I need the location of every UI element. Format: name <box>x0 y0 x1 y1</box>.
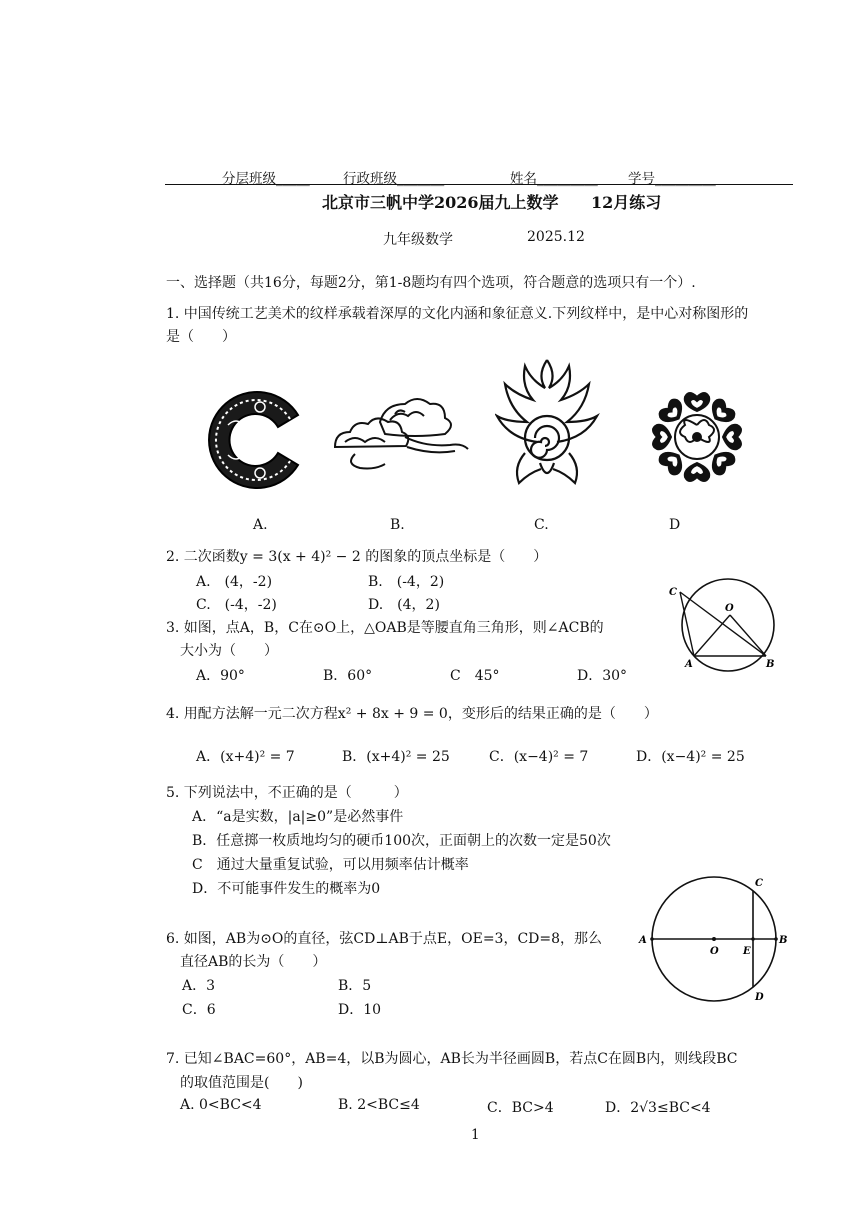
q1-label-a[interactable]: A. <box>253 517 268 533</box>
q3-label-c: C <box>669 587 677 598</box>
q7-stem-line1: 7. 已知∠BAC=60°，AB=4，以B为圆心，AB长为半径画圆B，若点C在圆B内，则线段BC <box>166 1051 738 1067</box>
q6-stem-line2: 直径AB的长为（ ） <box>180 954 327 970</box>
q3-option-d[interactable]: D．30° <box>577 668 628 684</box>
q2-option-b[interactable]: B. (-4，2) <box>368 574 445 590</box>
q6-stem-line1: 6. 如图，AB为⊙O的直径，弦CD⊥AB于点E，OE=3，CD=8，那么 <box>166 931 603 947</box>
q3-label-b: B <box>766 659 775 670</box>
q6-option-d[interactable]: D．10 <box>338 1002 382 1018</box>
q6-option-a[interactable]: A．3 <box>182 978 216 994</box>
subject-label: 九年级数学 <box>383 232 453 248</box>
q1-label-d[interactable]: D <box>669 517 681 533</box>
q2-option-d[interactable]: D. (4，2) <box>368 597 440 613</box>
q3-label-o: O <box>725 603 734 614</box>
q1-label-b[interactable]: B. <box>390 517 405 533</box>
q6-label-o: O <box>710 946 719 957</box>
header-field-tier-class[interactable]: 分层班级_____ <box>222 171 310 187</box>
q7-option-d[interactable]: D．2√3≤BC<4 <box>605 1100 711 1116</box>
q6-circle-figure <box>636 870 796 1010</box>
q6-option-b[interactable]: B．5 <box>338 978 372 994</box>
q6-option-c[interactable]: C．6 <box>182 1002 216 1018</box>
section-heading: 一、选择题（共16分，每题2分，第1-8题均有四个选项，符合题意的选项只有一个）. <box>166 275 696 291</box>
q3-option-c[interactable]: C 45° <box>450 668 500 684</box>
q6-label-a: A <box>639 935 647 946</box>
exam-date: 2025.12 <box>527 229 585 245</box>
q3-stem-line1: 3. 如图，点A，B，C在⊙O上，△OAB是等腰直角三角形，则∠ACB的 <box>166 620 604 636</box>
header-divider <box>165 184 793 185</box>
q1-stem-line2: 是（ ） <box>166 329 236 345</box>
header-field-student-id[interactable]: 学号_________ <box>628 171 716 187</box>
q5-option-c[interactable]: C 通过大量重复试验，可以用频率估计概率 <box>192 857 469 873</box>
pattern-c-image <box>495 358 600 493</box>
pattern-d-image <box>645 390 750 485</box>
q7-option-c[interactable]: C．BC>4 <box>487 1100 554 1116</box>
q7-stem-line2: 的取值范围是( ) <box>180 1075 303 1091</box>
page-title-sub: 12月练习 <box>591 193 662 212</box>
q5-option-a[interactable]: A．“a是实数，|a|≥0”是必然事件 <box>192 809 404 825</box>
q4-option-a[interactable]: A．(x+4)² = 7 <box>196 749 295 765</box>
q3-label-a: A <box>685 659 693 670</box>
q3-circle-figure <box>664 575 794 675</box>
q6-label-c: C <box>755 878 763 889</box>
q5-option-b[interactable]: B．任意掷一枚质地均匀的硬币100次，正面朝上的次数一定是50次 <box>192 833 611 849</box>
q6-label-e: E <box>743 946 751 957</box>
q2-option-c[interactable]: C. (-4，-2) <box>196 597 277 613</box>
pattern-a-image <box>200 385 310 495</box>
q2-option-a[interactable]: A. (4，-2) <box>196 574 273 590</box>
q4-stem: 4. 用配方法解一元二次方程x² + 8x + 9 = 0，变形后的结果正确的是（ ） <box>166 706 658 722</box>
header-field-admin-class[interactable]: 行政班级_______ <box>343 171 445 187</box>
q1-label-c[interactable]: C. <box>534 517 549 533</box>
q6-label-b: B <box>779 935 788 946</box>
q6-label-d: D <box>755 992 764 1003</box>
page-number: 1 <box>471 1127 480 1143</box>
pattern-b-image <box>325 392 470 477</box>
page-title: 北京市三帆中学2026届九上数学 <box>322 193 559 212</box>
q5-stem: 5. 下列说法中，不正确的是（ ） <box>166 785 408 801</box>
q3-option-a[interactable]: A．90° <box>196 668 245 684</box>
q7-option-b[interactable]: B. 2<BC≤4 <box>338 1097 420 1113</box>
q4-option-c[interactable]: C．(x−4)² = 7 <box>489 749 589 765</box>
q3-option-b[interactable]: B．60° <box>323 668 373 684</box>
q3-stem-line2: 大小为（ ） <box>180 643 278 659</box>
header-field-name[interactable]: 姓名_________ <box>510 171 598 187</box>
q4-option-d[interactable]: D．(x−4)² = 25 <box>636 749 745 765</box>
q7-option-a[interactable]: A. 0<BC<4 <box>180 1097 262 1113</box>
q4-option-b[interactable]: B．(x+4)² = 25 <box>342 749 450 765</box>
q2-stem: 2. 二次函数y = 3(x + 4)² − 2 的图象的顶点坐标是（ ） <box>166 549 548 565</box>
q5-option-d[interactable]: D．不可能事件发生的概率为0 <box>192 881 381 897</box>
q1-stem-line1: 1. 中国传统工艺美术的纹样承载着深厚的文化内涵和象征意义.下列纹样中，是中心对称图形的 <box>166 306 749 322</box>
